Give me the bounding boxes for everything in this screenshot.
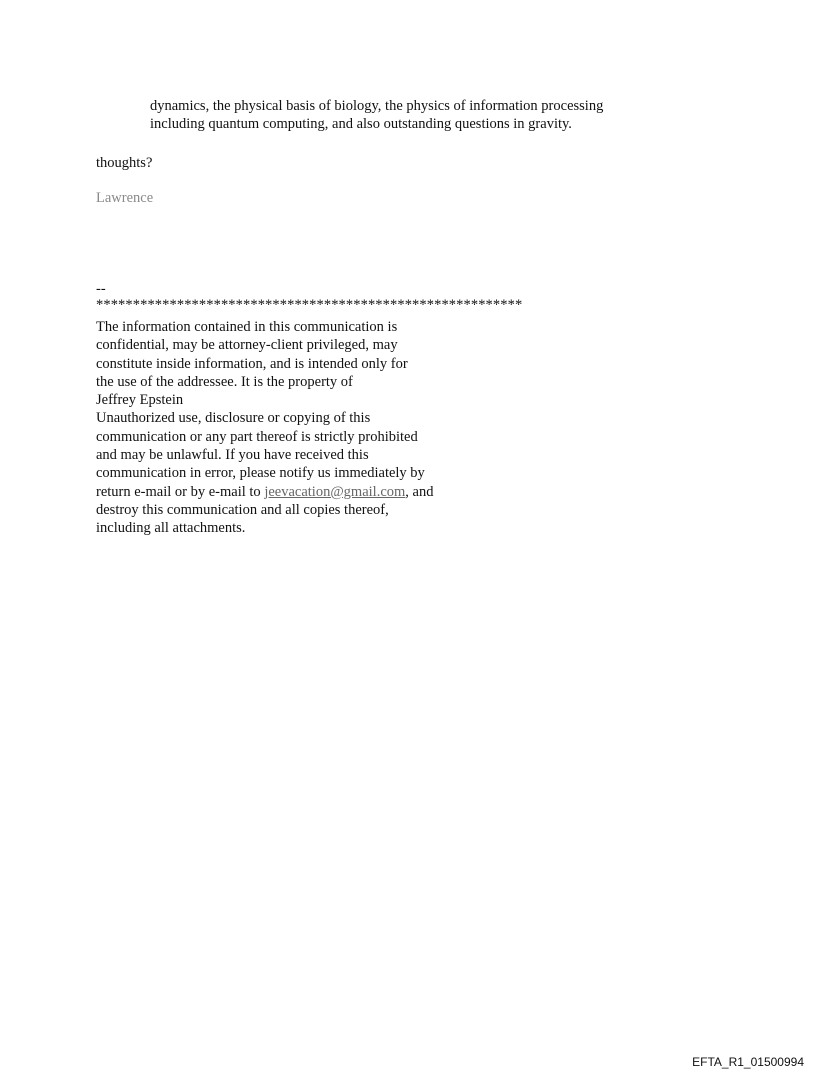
disclaimer-line: Unauthorized use, disclosure or copying of this bbox=[96, 410, 371, 427]
document-id-footer: EFTA_R1_01500994 bbox=[692, 1055, 804, 1069]
disclaimer-line: destroy this communication and all copies thereof, bbox=[96, 501, 389, 518]
disclaimer-line: Jeffrey Epstein bbox=[96, 392, 184, 409]
disclaimer-line: communication or any part thereof is strictly prohibited bbox=[96, 428, 418, 445]
asterisk-divider: ********************************************************** bbox=[96, 297, 523, 313]
email-line-prefix: return e-mail or by e-mail to bbox=[96, 483, 265, 500]
disclaimer-line: constitute inside information, and is intended only for bbox=[96, 355, 408, 372]
disclaimer-line: and may be unlawful. If you have received this bbox=[96, 447, 369, 464]
email-link[interactable]: jeevacation@gmail.com bbox=[264, 483, 406, 500]
signature-separator: -- bbox=[96, 281, 106, 297]
reply-text: thoughts? bbox=[96, 155, 153, 171]
disclaimer-line: communication in error, please notify us immediately by bbox=[96, 465, 425, 482]
quoted-line: dynamics, the physical basis of biology, the physics of information processing bbox=[150, 98, 604, 114]
disclaimer-line: the use of the addressee. It is the property of bbox=[96, 373, 353, 390]
disclaimer-line: including all attachments. bbox=[96, 520, 246, 537]
confidentiality-disclaimer bbox=[96, 318, 516, 538]
signature-name: Lawrence bbox=[96, 190, 154, 206]
disclaimer-line: confidential, may be attorney-client privileged, may bbox=[96, 337, 398, 354]
disclaimer-line: The information contained in this communication is bbox=[96, 319, 398, 335]
quoted-line: including quantum computing, and also outstanding questions in gravity. bbox=[150, 116, 572, 132]
disclaimer-email-line bbox=[96, 483, 516, 501]
email-line-suffix: , and bbox=[405, 483, 434, 500]
quoted-text-block bbox=[150, 97, 710, 133]
